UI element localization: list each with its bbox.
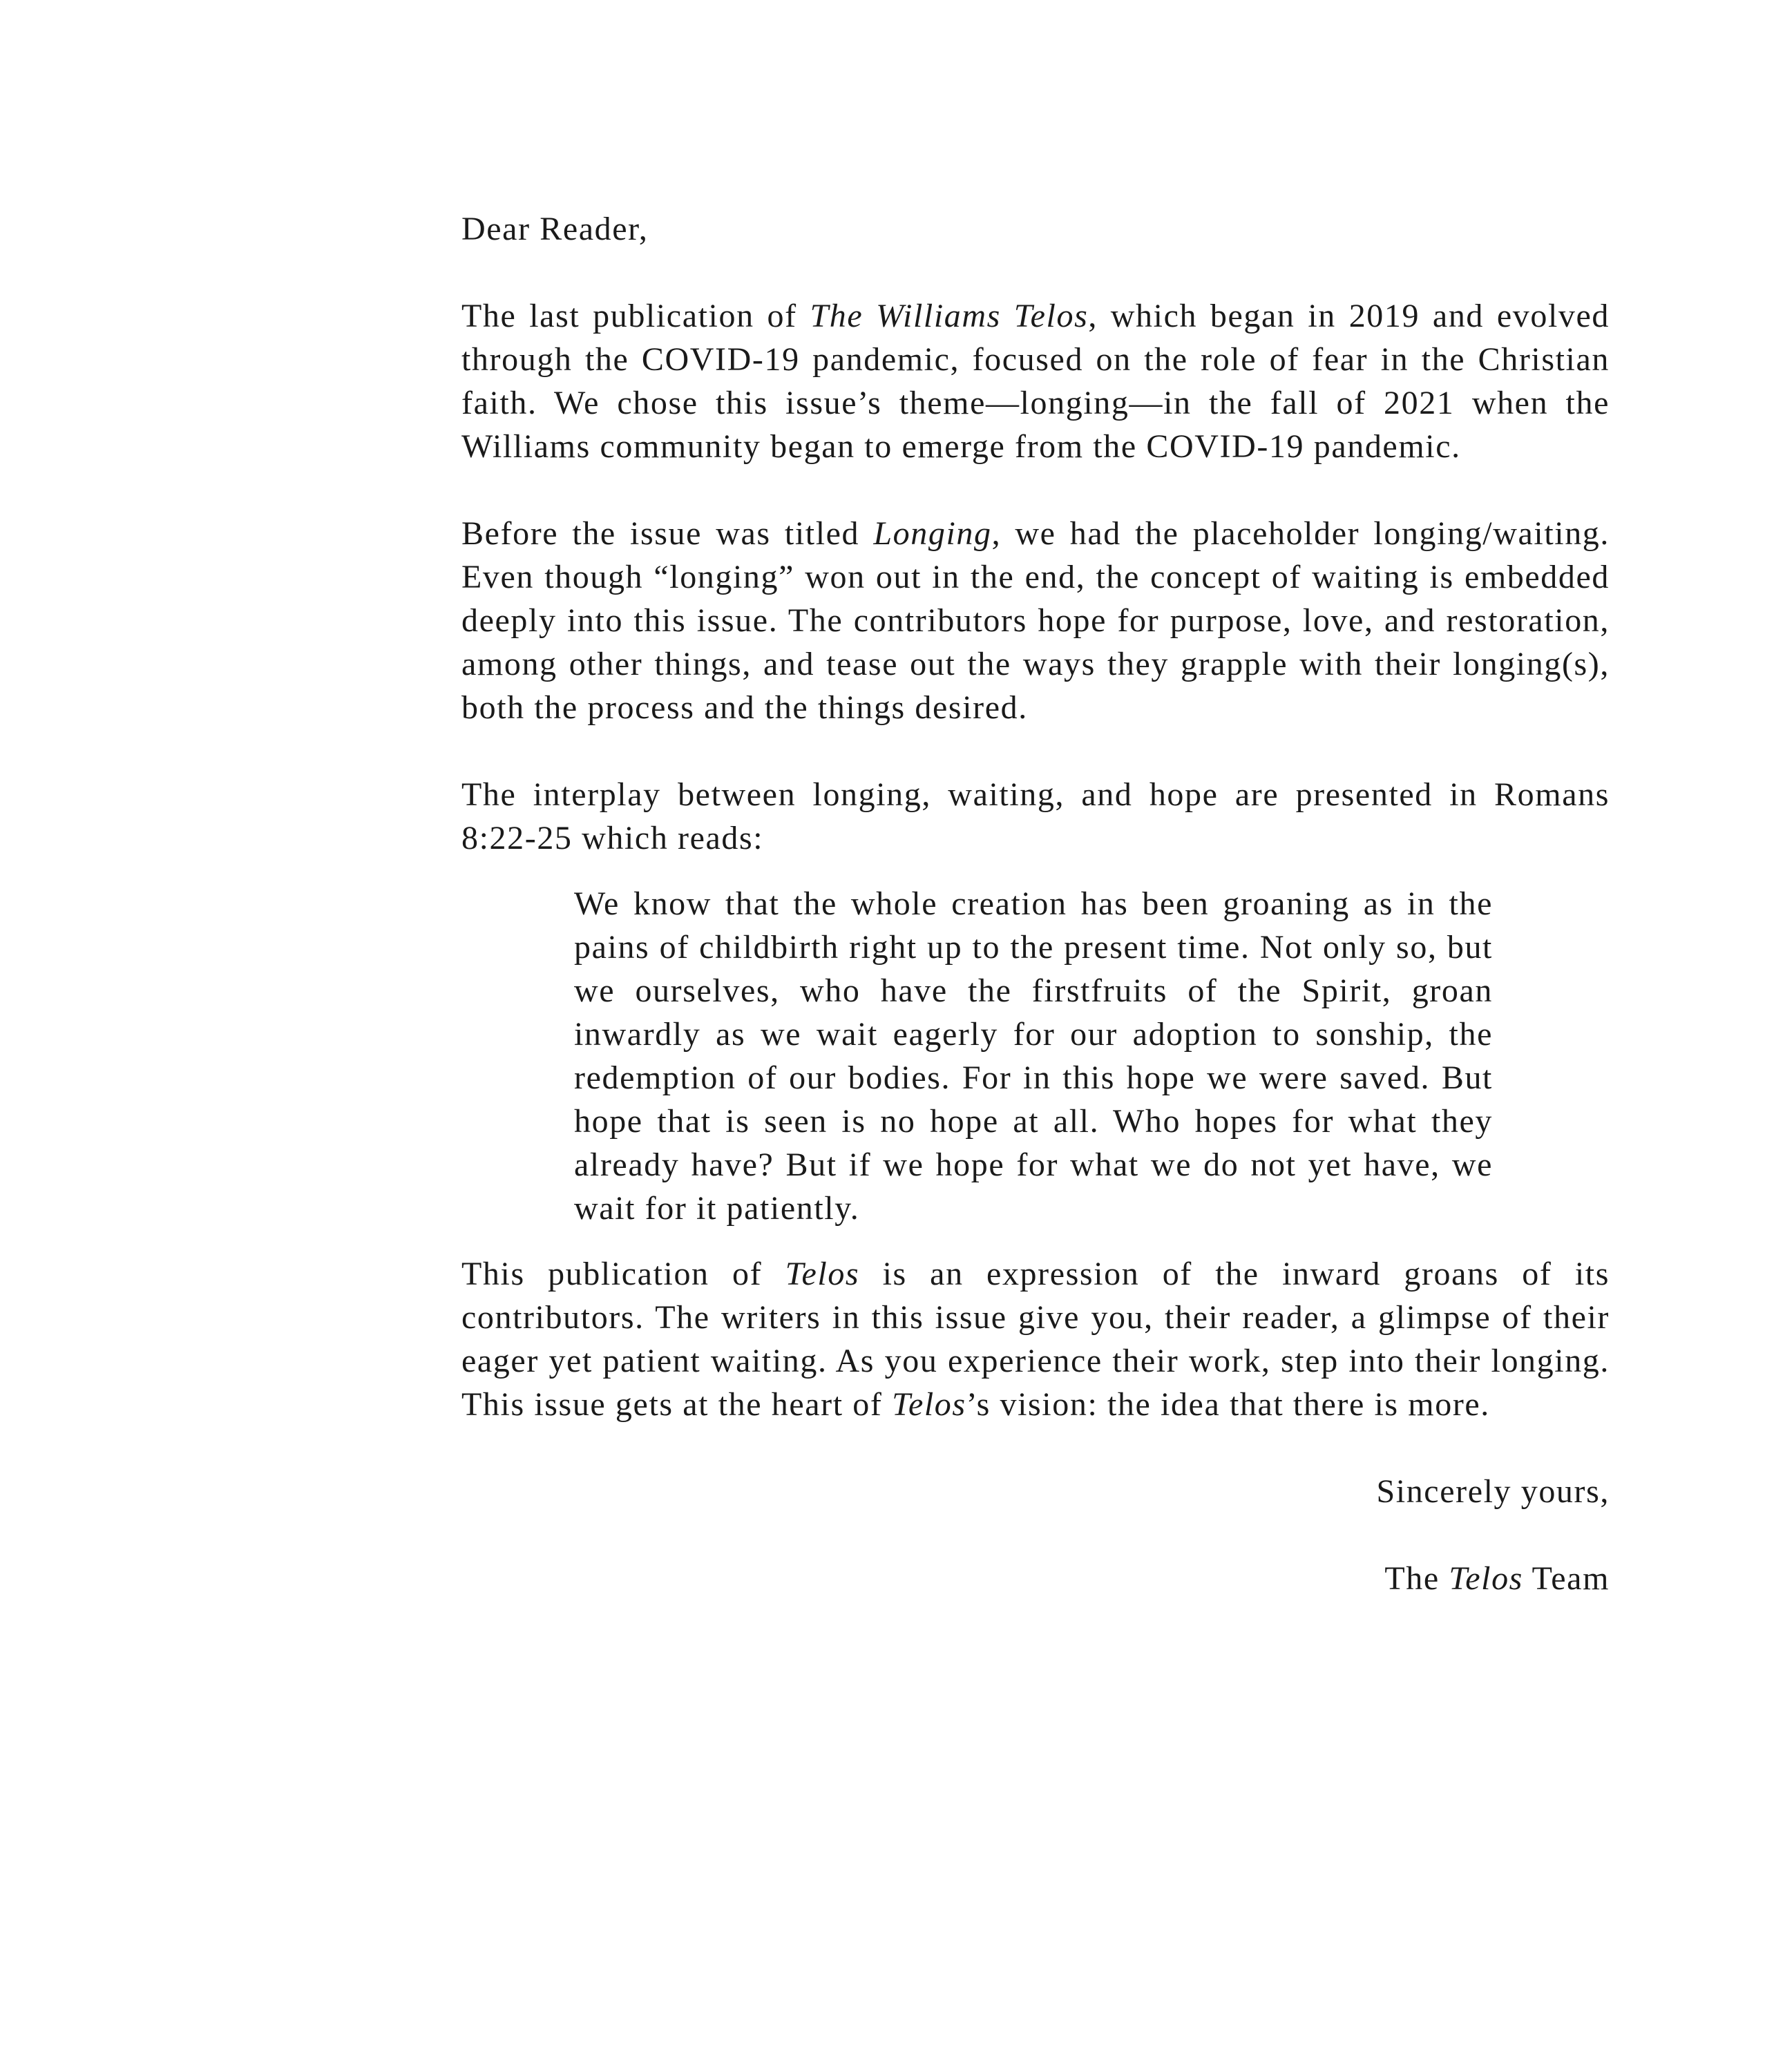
paragraph-intro-text-b: , which began in 2019 and evolved through the COVID-19 pandemic, focused on the role of fear in the Christian faith. We chose this issue’s theme—longing—in the fall of 2021 when the Williams community began to emerge from the COVID-19 pandemic. xyxy=(461,298,1610,465)
paragraph-conclusion-text-c: ’s vision: the idea that there is more. xyxy=(966,1386,1490,1423)
closing: Sincerely yours, xyxy=(1376,1473,1610,1510)
paragraph-conclusion xyxy=(461,1252,1610,1426)
telos-name-possessive: Telos xyxy=(892,1386,966,1423)
issue-title: Longing xyxy=(873,515,992,552)
paragraph-theme-text-a: Before the issue was titled xyxy=(461,515,874,552)
scripture-quote: We know that the whole creation has been groaning as in the pains of childbirth right up to the present time. Not only so, but we ourselves, who have the firstfruits of the Spirit, groan inwardly as we wait eagerly for our adoption to sonship, the redemption of our bodies. For in this hope we were saved. But hope that is seen is no hope at all. Who hopes for what they already have? But if we hope for what we do not yet have, we wait for it patiently. xyxy=(574,885,1493,1227)
signature xyxy=(461,1557,1610,1600)
paragraph-intro xyxy=(461,294,1610,468)
publication-title: The Williams Telos xyxy=(810,298,1089,334)
signature-text-b: Team xyxy=(1523,1560,1610,1597)
paragraph-conclusion-text-a: This publication of xyxy=(461,1256,785,1292)
paragraph-conclusion-text-b: is an expression of the inward groans of its contributors. The writers in this issue give you, their reader, a glimpse of their eager yet patient waiting. As you experience their work, step into their longing. This issue gets at the heart of xyxy=(461,1256,1610,1423)
paragraph-theme xyxy=(461,512,1610,729)
paragraph-intro-text-a: The last publication of xyxy=(461,298,810,334)
letter-page xyxy=(461,207,1610,1600)
paragraph-scripture-intro: The interplay between longing, waiting, and hope are presented in Romans 8:22-25 which reads: xyxy=(461,776,1610,856)
telos-name: Telos xyxy=(785,1256,860,1292)
signature-telos: Telos xyxy=(1449,1560,1523,1597)
signature-text-a: The xyxy=(1384,1560,1449,1597)
paragraph-theme-text-b: , we had the placeholder longing/waiting. Even though “longing” won out in the end, the concept of waiting is embedded deeply into this issue. The contributors hope for purpose, love, and restoration, among other things, and tease out the ways they grapple with their longing(s), both the process and the things desired. xyxy=(461,515,1610,726)
salutation: Dear Reader, xyxy=(461,211,649,247)
